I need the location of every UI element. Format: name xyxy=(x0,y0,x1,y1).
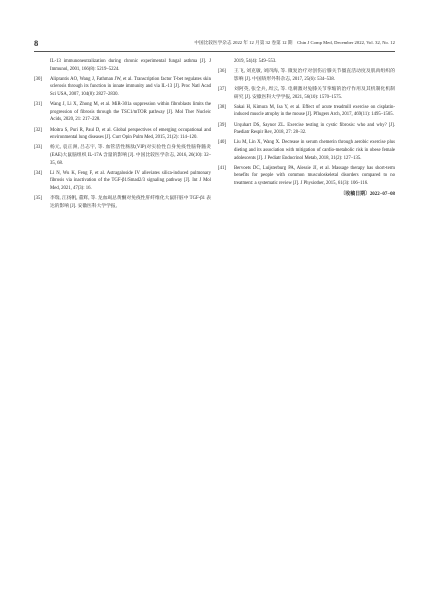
reference-text: Wang J, Li X, Zhong M, et al. MiR-301a suppression within fibroblasts limits the progression of fibrosis through the TSC1/mTOR pathway [J]. Mol Ther Nucleic Acids, 2020, 21: 217–228. xyxy=(50,102,211,123)
journal-running-head: 中国比较医学杂志 2022 年 12 月第 32 卷第 12 期 Chin J Comp Med, December 2022, Vol. 32, No. 12 xyxy=(194,40,395,45)
reference-text: 王飞, 刘克敏, 刘四海, 等. 微复治疗对创伤后膝关节僵直活动度及肌肉组织的影响 [J]. 中国矫形外科杂志, 2017, 25(6): 534–538. xyxy=(234,69,395,82)
reference-number: [33] xyxy=(34,145,42,151)
reference-entry xyxy=(218,58,395,66)
reference-text: Moitra S, Puri R, Paul D, et al. Global perspectives of emerging occupational and environmental lung diseases [J]. Curr Opin Pulm Med, 2015, 21(2): 114–120. xyxy=(50,127,211,141)
header-rule xyxy=(34,51,395,52)
page-number: 8 xyxy=(34,38,39,48)
reference-entry xyxy=(34,195,211,210)
reference-text: Aliprantis AO, Wang J, Fathman JW, et al. Transcription factor T-bet regulates skin sclerosis through its function in innate immunity and via IL-13 [J]. Proc Natl Acad Sci USA, 2007, 104(8): 2827–2830. xyxy=(50,76,211,97)
reference-entry xyxy=(34,58,211,73)
received-date: 〔收稿日期〕2022−07−08 xyxy=(340,192,395,198)
reference-entry xyxy=(218,68,395,83)
reference-number: [30] xyxy=(34,76,42,82)
reference-entry xyxy=(34,170,211,193)
reference-number: [36] xyxy=(218,69,226,75)
reference-number: [39] xyxy=(218,122,226,128)
reference-entry xyxy=(218,104,395,119)
reference-number: [38] xyxy=(218,104,226,110)
reference-number: [40] xyxy=(218,140,226,146)
reference-column-left xyxy=(34,58,211,213)
reference-entry xyxy=(218,86,395,101)
reference-entry xyxy=(218,122,395,137)
reference-text: IL-13 immunoneutralization during chronic experimental fungal asthma [J]. J Immunol, 2001, 166(8): 5219–5224. xyxy=(50,59,211,72)
reference-number: [32] xyxy=(34,127,42,133)
reference-text: Liu M, Lin X, Wang X. Decrease in serum chemerin through aerobic exercise plus dieting and its association with mitigation of cardio-metabolic risk in obese female adolescents [J]. J Pediatr Endocrinol Metab, 2018, 31(2): 127–135. xyxy=(234,140,395,161)
reference-text: Bervoets DC, Luijsterburg PA, Alessie JJ, et al. Massage therapy has short-term benefits for people with common musculoskeletal disorders compared to no treatment: a systematic review [J]. J Physiother, 2015, 61(3): 106–116. xyxy=(234,165,395,186)
reference-entry xyxy=(218,139,395,162)
reference-number: [34] xyxy=(34,170,42,176)
reference-entry xyxy=(34,144,211,167)
reference-text: 刘阿英, 张全兵, 周云, 等. 电刺激对兔膝关节挛缩的治疗作用及其机制化机制研究 [J]. 安徽医科大学学报, 2021, 56(10): 1570–1575. xyxy=(234,86,395,100)
reference-entry xyxy=(34,101,211,124)
reference-number: [41] xyxy=(218,165,226,171)
reference-number: [31] xyxy=(34,102,42,108)
reference-number: [37] xyxy=(218,86,226,92)
reference-entry xyxy=(218,165,395,188)
reference-entry xyxy=(34,76,211,99)
reference-text: 李瑞, 江扬帆, 董辉, 等. 龙血竭总黄酮对免疫性肝纤维化大鼠肝脏中 TGF-β1 表达的影响 [J]. 安徽医科大学学报, xyxy=(50,196,211,209)
reference-entry xyxy=(34,127,211,142)
reference-list-right xyxy=(218,58,395,187)
reference-text: 2019, 54(4): 549–553. xyxy=(234,59,277,64)
reference-text: Li N, Wu K, Feng F, et al. Astragaloside IV alleviates silica-induced pulmonary fibrosis via inactivation of the TGF-β1/Smad2/3 signaling pathway [J]. Int J Mol Med, 2021, 47(3): 16. xyxy=(50,170,211,191)
reference-column-right xyxy=(218,58,395,197)
reference-text: 杨元, 袁正洲, 吕志宇, 等. 血管活性肠肽(VIP)对实验性自身免疫性脑脊髓炎(EAE)大鼠脑组织 IL-17A 含量的影响 [J]. 中国比较医学杂志, 2016, 26(10): 32–35, 68. xyxy=(50,145,211,166)
reference-text: Sakai H, Kimura M, Isa Y, et al. Effect of acute treadmill exercise on cisplatin-induced muscle atrophy in the mouse [J]. Pflugers Arch, 2017, 469(11): 1495–1505. xyxy=(234,104,395,118)
reference-text: Urquhart DS, Saynor ZL. Exercise testing in cystic fibrosis: who and why? [J]. Paediatr Respir Rev, 2018, 27: 28–32. xyxy=(234,122,395,136)
reference-number: [35] xyxy=(34,196,42,202)
